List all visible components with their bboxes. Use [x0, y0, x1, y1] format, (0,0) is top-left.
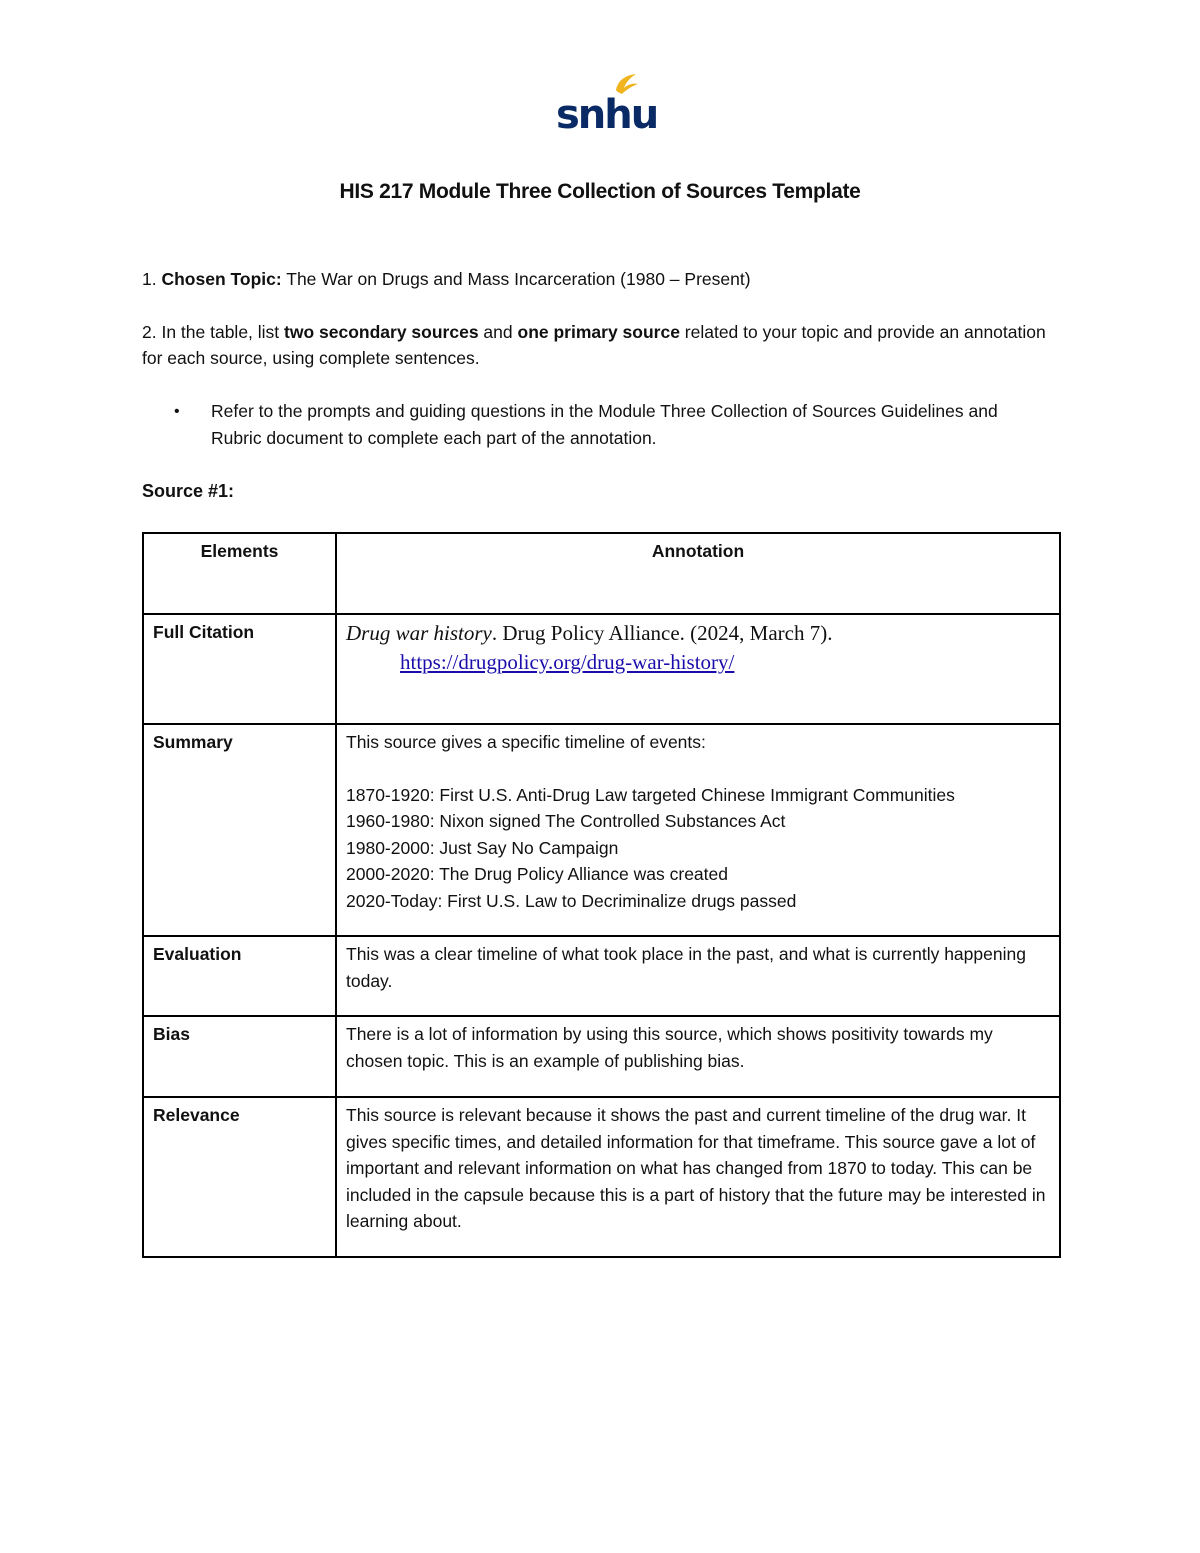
instruction-part3: related to your topic and provide an annotation for each source, using complete sentences. — [142, 322, 1046, 368]
timeline-item: 1980-2000: Just Say No Campaign — [346, 837, 619, 858]
timeline-item: 2020-Today: First U.S. Law to Decriminalize drugs passed — [346, 890, 797, 911]
table-row — [143, 614, 1060, 724]
citation-cell — [336, 614, 1060, 724]
table-row — [143, 1016, 1060, 1097]
bias-text: There is a lot of information by using this source, which shows positivity towards my chosen topic. This is an example of publishing bias. — [336, 1016, 1060, 1097]
row-label-citation: Full Citation — [143, 614, 336, 724]
instruction-bold1: two secondary sources — [284, 322, 479, 342]
table-header-row — [143, 533, 1060, 614]
row-label-relevance: Relevance — [143, 1097, 336, 1257]
row-label-evaluation: Evaluation — [143, 936, 336, 1016]
timeline-item: 1870-1920: First U.S. Anti-Drug Law targeted Chinese Immigrant Communities — [346, 784, 955, 805]
header-elements: Elements — [143, 533, 336, 614]
topic-label: Chosen Topic: — [161, 269, 282, 289]
instruction-bold2: one primary source — [517, 322, 680, 342]
header-annotation: Annotation — [336, 533, 1060, 614]
source-heading: Source #1: — [142, 481, 235, 501]
table-row — [143, 1097, 1060, 1257]
citation-text — [346, 621, 832, 645]
relevance-text: This source is relevant because it shows the past and current timeline of the drug war. It gives specific times, and detailed information for that timeframe. This source gave a lot of important and relevant information on what has changed from 1870 to today. This can be included in the capsule because this is a part of history that the future may be interested in learning about. — [336, 1097, 1060, 1257]
citation-italic: Drug war history — [346, 621, 492, 645]
bullet-text: Refer to the prompts and guiding questions in the Module Three Collection of Sources Guidelines and Rubric document to complete each part of the annotation. — [211, 401, 998, 448]
summary-intro: This source gives a specific timeline of events: — [346, 732, 706, 752]
instruction-paragraph — [142, 319, 1062, 371]
instruction-part1: 2. In the table, list — [142, 322, 285, 342]
topic-prefix: 1. — [142, 269, 162, 289]
summary-cell — [336, 724, 1060, 936]
annotation-table — [142, 532, 1061, 1258]
evaluation-text: This was a clear timeline of what took place in the past, and what is currently happening today. — [336, 936, 1060, 1016]
snhu-logo — [554, 72, 658, 138]
citation-rest: . Drug Policy Alliance. (2024, March 7). — [491, 621, 833, 645]
timeline-item: 1960-1980: Nixon signed The Controlled Substances Act — [346, 811, 786, 831]
logo-wordmark: snhu — [556, 92, 658, 138]
citation-link[interactable]: https://drugpolicy.org/drug-war-history/ — [400, 649, 735, 674]
table-row — [143, 936, 1060, 1016]
row-label-bias: Bias — [143, 1016, 336, 1097]
chosen-topic — [142, 266, 751, 292]
timeline-item: 2000-2020: The Drug Policy Alliance was created — [346, 864, 728, 884]
topic-value: The War on Drugs and Mass Incarceration (1980 – Present) — [281, 269, 751, 289]
page-title: HIS 217 Module Three Collection of Sources Template — [339, 180, 861, 203]
bullet-icon: • — [174, 403, 180, 420]
instruction-part2: and — [478, 322, 518, 342]
table-row — [143, 724, 1060, 936]
row-label-summary: Summary — [143, 724, 336, 936]
